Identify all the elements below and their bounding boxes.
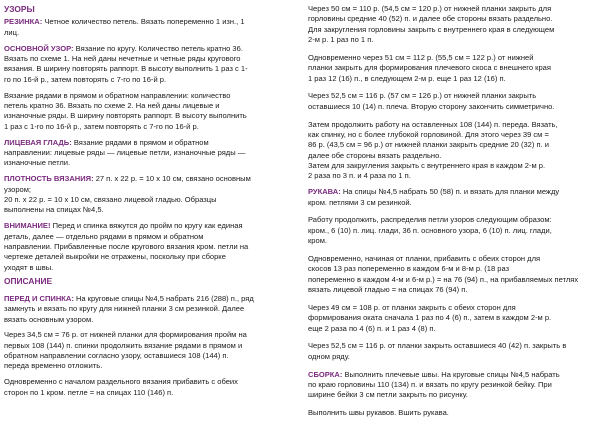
paragraph-sleeve-bindoff: Через 52,5 см = 116 р. от планки закрыть оставшиеся 40 (42) п. закрыть в одном ряду.: [308, 341, 567, 361]
section-title-patterns: УЗОРЫ: [4, 4, 35, 14]
heading-stockinette: ЛИЦЕВАЯ ГЛАДЬ:: [4, 137, 72, 147]
paragraph-edge-stitches: Одновременно с началом раздельного вязания прибавить с обеих сторон по 1 кром. петле = на спицах 110 (146) п.: [4, 377, 238, 397]
text-front-back: На круговые спицы №4,5 набрать 216 (288) п., ряд замкнуть и вязать по кругу для нижней планки 3 см резинкой. Далее вязать основным узором.: [4, 293, 254, 324]
paragraph-front: Затем продолжить работу на оставленных 108 (144) п. переда. Вязать, как спинку, но с более глубокой горловиной. Для этого через 39 см = 86 р. (43,5 см = 96 р.) от нижней планки закрыть средние 20 (32) п. и далее обе стороны вязать раздельно. Затем для закругления закрыть с внутреннего края в каждом 2-м р. 2 раза по 3 п. и 4 раза по 1 п.: [308, 119, 558, 181]
paragraph-sleeve-increases: Одновременно, начиная от планки, прибавить с обеих сторон для скосов 13 раз попеременно в каждом 6-м и 8-м р. (18 раз попеременно в каждом 4-м и 6-м р.) = на 76 (94) п., на прибавляемых петлях вязать лицевой гладью = на спицах 76 (94) п.: [308, 253, 579, 294]
text-assembly: Выполнить плечевые швы. На круговые спицы №4,5 набрать по краю горловины 110 (134) п. и вязать по кругу резинкой бейку. При ширине бейки 3 см петли закрыть по рисунку.: [308, 369, 560, 400]
left-column: [4, 4, 299, 398]
text-main-pattern: Вязание по кругу. Количество петель кратно 36. Вязать по схеме 1. На ней даны нечетные и четные ряды кругового вязания. В ширину повторять раппорт. В высоту выполнить 1 раз с 1- го по 16-й р., затем повторять с 7-го по 16-й р.: [4, 43, 248, 84]
paragraph-assembly: [308, 370, 597, 401]
paragraph-finishing: Выполнить швы рукавов. Вшить рукава.: [308, 408, 449, 418]
text-sleeves: На спицы №4,5 набрать 50 (58) п. и вязать для планки между кром. петлями 3 см резинкой.: [308, 187, 560, 207]
paragraph-attention: [4, 221, 299, 273]
paragraph-rows-pattern: Вязание рядами в прямом и обратном направлении: количество петель кратно 36. Вязать по схеме 2. На ней даны лицевые и изнаночные ряды. В ширину повторять раппорт. В высоту выполнить 1 раз с 1-го по 16-й р., затем повторять с 7-го по 16-й р.: [4, 90, 247, 131]
text-stockinette: Вязание рядами в прямом и обратном направлении: лицевые ряды — лицевые петли, изнаночные ряды — изнаночные петли.: [4, 137, 246, 168]
paragraph-main-pattern: [4, 44, 299, 85]
section-title-description: ОПИСАНИЕ: [4, 276, 53, 287]
paragraph-sleeve-layout: Работу продолжить, распределив петли узоров следующим образом: кром., 6 (10) п. лиц. глади, 36 п. основного узора, 6 (10) п. лиц. глади, кром.: [308, 215, 552, 246]
heading-attention: ВНИМАНИЕ!: [4, 221, 51, 231]
paragraph-shoulder-bindoff: Через 52,5 см = 116 р. (57 см = 126 р.) от нижней планки закрыть оставшиеся 10 (14) п. плеча. Вторую сторону закончить симметрично.: [308, 91, 555, 111]
paragraph-rib: [4, 17, 299, 38]
text-gauge: 27 п. x 22 р. = 10 x 10 см, связано основным узором; 20 п. x 22 р. = 10 x 10 см, связано лицевой гладью. Образцы выполнены на спицах №4,5.: [4, 174, 251, 215]
heading-assembly: СБОРКА:: [308, 369, 343, 379]
paragraph-armholes: Через 34,5 см = 76 р. от нижней планки для формирования пройм на первых 108 (144) п. спинки продолжить вязание рядами в прямом и обратном направлении согласно узору, оставшиеся 108 (144) п. переда временно отложить.: [4, 330, 247, 371]
heading-front-back: ПЕРЕД И СПИНКА:: [4, 293, 74, 303]
paragraph-gauge: [4, 174, 299, 215]
paragraph-front-back: [4, 294, 299, 325]
heading-rib: РЕЗИНКА:: [4, 17, 43, 27]
heading-gauge: ПЛОТНОСТЬ ВЯЗАНИЯ:: [4, 174, 94, 184]
paragraph-shoulder-slope: Одновременно через 51 см = 112 р. (55,5 см = 122 р.) от нижней планки закрыть для формирования плечевого скоса с внешнего края 1 раз 12 (16) п., в следующем 2-м р. еще 1 раз 12 (16) п.: [308, 52, 551, 83]
text-attention: Перед и спинка вяжутся до пройм по кругу как единая деталь, далее — отдельно рядами в прямом и обратном направлении. Прибавленные после кругового вязания кром. петли на чертеже деталей выкройки не отражены, поскольку при сборке уходят в швы.: [4, 221, 249, 272]
paragraph-sleeve-cap: Через 49 см = 108 р. от планки закрыть с обеих сторон для формирования оката сначала 1 раз по 4 (6) п., затем в каждом 2-м р. еще 2 раза по 4 (6) п. и 1 раз 4 (8) п.: [308, 302, 552, 333]
text-rib: Четное количество петель. Вязать попеременно 1 изн., 1 лиц.: [4, 17, 245, 37]
right-column: [308, 4, 597, 418]
paragraph-stockinette: [4, 138, 299, 169]
heading-sleeves: РУКАВА:: [308, 187, 341, 197]
paragraph-neckline: Через 50 см = 110 р. (54,5 см = 120 р.) от нижней планки закрыть для горловины средние 40 (52) п. и далее обе стороны вязать раздельно. Для закругления горловины закрыть с внутреннего края в следующем 2-м р. 1 раз по 1 п.: [308, 4, 555, 45]
paragraph-sleeves: [308, 187, 597, 208]
heading-main-pattern: ОСНОВНОЙ УЗОР:: [4, 43, 74, 53]
